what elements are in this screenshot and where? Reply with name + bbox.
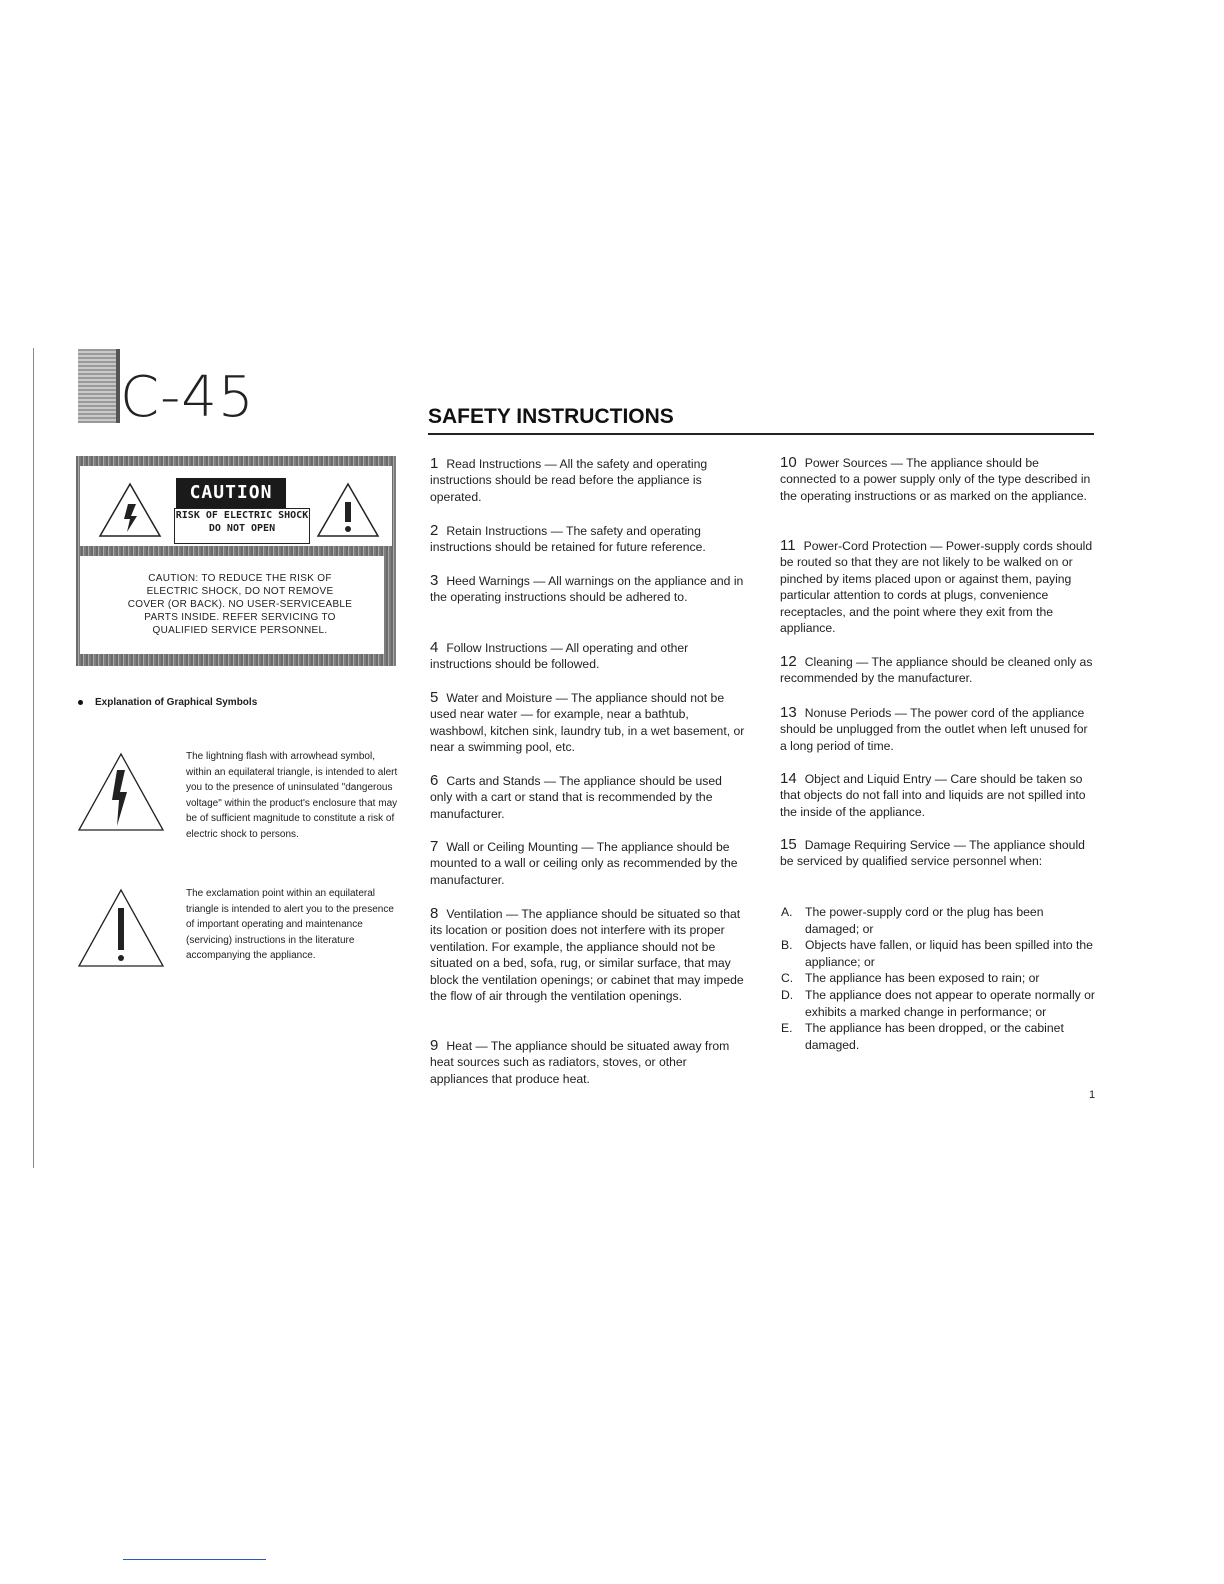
instruction-item: [430, 906, 746, 1004]
caution-do-not-open: DO NOT OPEN: [208, 523, 276, 534]
list-item: [781, 987, 1095, 1020]
instruction-number: 1: [430, 455, 439, 472]
list-text: The appliance has been dropped, or the cabinet damaged.: [805, 1021, 1064, 1052]
instruction-item: [780, 771, 1094, 820]
instruction-item: [430, 573, 746, 606]
instruction-text: Read Instructions — All the safety and operating instructions should be read before the appliance is operated.: [430, 457, 708, 504]
list-text: The power-supply cord or the plug has been damaged; or: [805, 905, 1044, 936]
instruction-text: Cleaning — The appliance should be cleaned only as recommended by the manufacturer.: [780, 655, 1093, 686]
instruction-text: Power Sources — The appliance should be connected to a power supply only of the type described in the operating instructions or as marked on the appliance.: [780, 456, 1091, 503]
instruction-text: Carts and Stands — The appliance should be used only with a cart or stand that is recommended by the manufacturer.: [430, 774, 722, 821]
instruction-number: 9: [430, 1037, 439, 1054]
instruction-number: 14: [780, 770, 797, 787]
instruction-text: Water and Moisture — The appliance should not be used near water — for example, near a bathtub, washbowl, kitchen sink, laundry tub, in a wet basement, or near a swimming pool, etc.: [430, 691, 745, 755]
list-item: [781, 970, 1095, 987]
list-letter: D.: [781, 987, 794, 1002]
instruction-text: Object and Liquid Entry — Care should be taken so that objects do not fall into and liquids are not spilled into the inside of the appliance.: [780, 772, 1086, 819]
instruction-text: Nonuse Periods — The power cord of the appliance should be unplugged from the outlet when left unused for a long period of time.: [780, 706, 1088, 753]
instruction-text: Damage Requiring Service — The appliance should be serviced by qualified service personnel when:: [780, 838, 1085, 869]
caution-text-line: PARTS INSIDE. REFER SERVICING TO: [144, 612, 336, 623]
exclamation-symbol-explanation: The exclamation point within an equilateral triangle is intended to alert you to the presence of important operating and maintenance (servicing) instructions in the literature accompanying the appliance.: [186, 888, 394, 961]
instruction-item: [780, 538, 1094, 636]
instruction-text: Power-Cord Protection — Power-supply cords should be routed so that they are not likely to be walked on or pinched by items placed upon or against them, paying particular attention to cords at plugs, convenience receptacles, and the point where they exit from the appliance.: [780, 539, 1093, 636]
caution-text-box: [80, 556, 384, 654]
instruction-item: [780, 455, 1094, 504]
caution-badge: CAUTION: [176, 478, 286, 516]
instruction-text: Follow Instructions — All operating and other instructions should be followed.: [430, 641, 689, 672]
page-title: SAFETY INSTRUCTIONS: [428, 405, 674, 428]
instruction-text: Retain Instructions — The safety and operating instructions should be retained for future reference.: [430, 524, 706, 555]
exclamation-triangle-icon: [77, 888, 165, 968]
list-text: The appliance does not appear to operate normally or exhibits a marked change in performance; or: [805, 987, 1095, 1019]
instruction-number: 13: [780, 704, 797, 721]
instruction-number: 10: [780, 454, 797, 471]
instruction-text: Heed Warnings — All warnings on the appliance and in the operating instructions should be adhered to.: [430, 574, 744, 605]
instruction-text: Heat — The appliance should be situated away from heat sources such as radiators, stoves, or other appliances that produce heat.: [430, 1039, 730, 1086]
instruction-item: [430, 640, 746, 673]
instruction-number: 8: [430, 905, 439, 922]
caution-risk-box: [174, 508, 310, 544]
bullet-icon: [78, 700, 83, 705]
lightning-triangle-icon: [77, 752, 165, 832]
caution-label-top: [80, 466, 392, 546]
symbols-heading: [78, 697, 257, 708]
damage-conditions-list: [781, 904, 1095, 1053]
footer-link-underline[interactable]: [123, 1559, 266, 1560]
instruction-number: 4: [430, 639, 439, 656]
list-text: Objects have fallen, or liquid has been spilled into the appliance; or: [805, 938, 1093, 969]
caution-text-line: ELECTRIC SHOCK, DO NOT REMOVE: [146, 586, 334, 597]
title-rule: [428, 433, 1094, 435]
model-name: C-45: [120, 365, 255, 430]
caution-label: [76, 456, 396, 666]
instruction-number: 5: [430, 689, 439, 706]
instruction-item: [430, 839, 746, 888]
list-letter: C.: [781, 971, 794, 986]
instruction-number: 6: [430, 772, 439, 789]
instruction-number: 3: [430, 572, 439, 589]
page-number: 1: [1089, 1089, 1096, 1101]
instruction-number: 7: [430, 838, 439, 855]
instruction-item: [430, 1038, 746, 1087]
scan-edge-line: [33, 348, 34, 1168]
instruction-number: 11: [780, 537, 796, 554]
list-letter: A.: [781, 905, 793, 919]
instruction-number: 2: [430, 522, 439, 539]
list-letter: B.: [781, 938, 793, 953]
instruction-item: [430, 523, 746, 556]
instruction-item: [430, 773, 746, 822]
caution-risk-line: RISK OF ELECTRIC SHOCK: [175, 510, 309, 521]
instruction-item: [780, 837, 1094, 870]
symbols-heading-text: Explanation of Graphical Symbols: [95, 697, 258, 708]
list-text: The appliance has been exposed to rain; or: [805, 971, 1040, 986]
instruction-text: Wall or Ceiling Mounting — The appliance should be mounted to a wall or ceiling only as recommended by the manufacturer.: [430, 840, 738, 887]
instruction-item: [430, 690, 746, 756]
exclamation-warning-icon: [316, 482, 380, 538]
list-item: [781, 904, 1095, 937]
caution-text: [110, 572, 370, 637]
instruction-text: Ventilation — The appliance should be situated so that its location or position does not interfere with its proper ventilation. For example, the appliance should not be situated on a bed, sofa, rug, or similar surface, that may block the ventilation openings; or cabinet that may impede the flow of air through the ventilation openings.: [430, 907, 744, 1004]
lightning-symbol-explanation: The lightning flash with arrowhead symbol, within an equilateral triangle, is intended to alert you to the presence of uninsulated "dangerous voltage" within the product's enclosure that may be of sufficient magnitude to constitute a risk of electric shock to persons.: [186, 751, 398, 840]
instruction-item: [430, 456, 746, 505]
caution-text-line: QUALIFIED SERVICE PERSONNEL.: [152, 625, 328, 636]
caution-text-line: COVER (OR BACK). NO USER-SERVICEABLE: [127, 599, 353, 610]
list-item: [781, 1020, 1095, 1053]
list-letter: E.: [781, 1021, 793, 1036]
instruction-number: 12: [780, 653, 797, 670]
instruction-item: [780, 654, 1094, 687]
instruction-item: [780, 705, 1094, 754]
instruction-number: 15: [780, 836, 797, 853]
list-item: [781, 937, 1095, 970]
lightning-warning-icon: [98, 482, 162, 538]
model-tab-graphic: [78, 349, 120, 423]
caution-text-line: CAUTION: TO REDUCE THE RISK OF: [148, 573, 332, 584]
